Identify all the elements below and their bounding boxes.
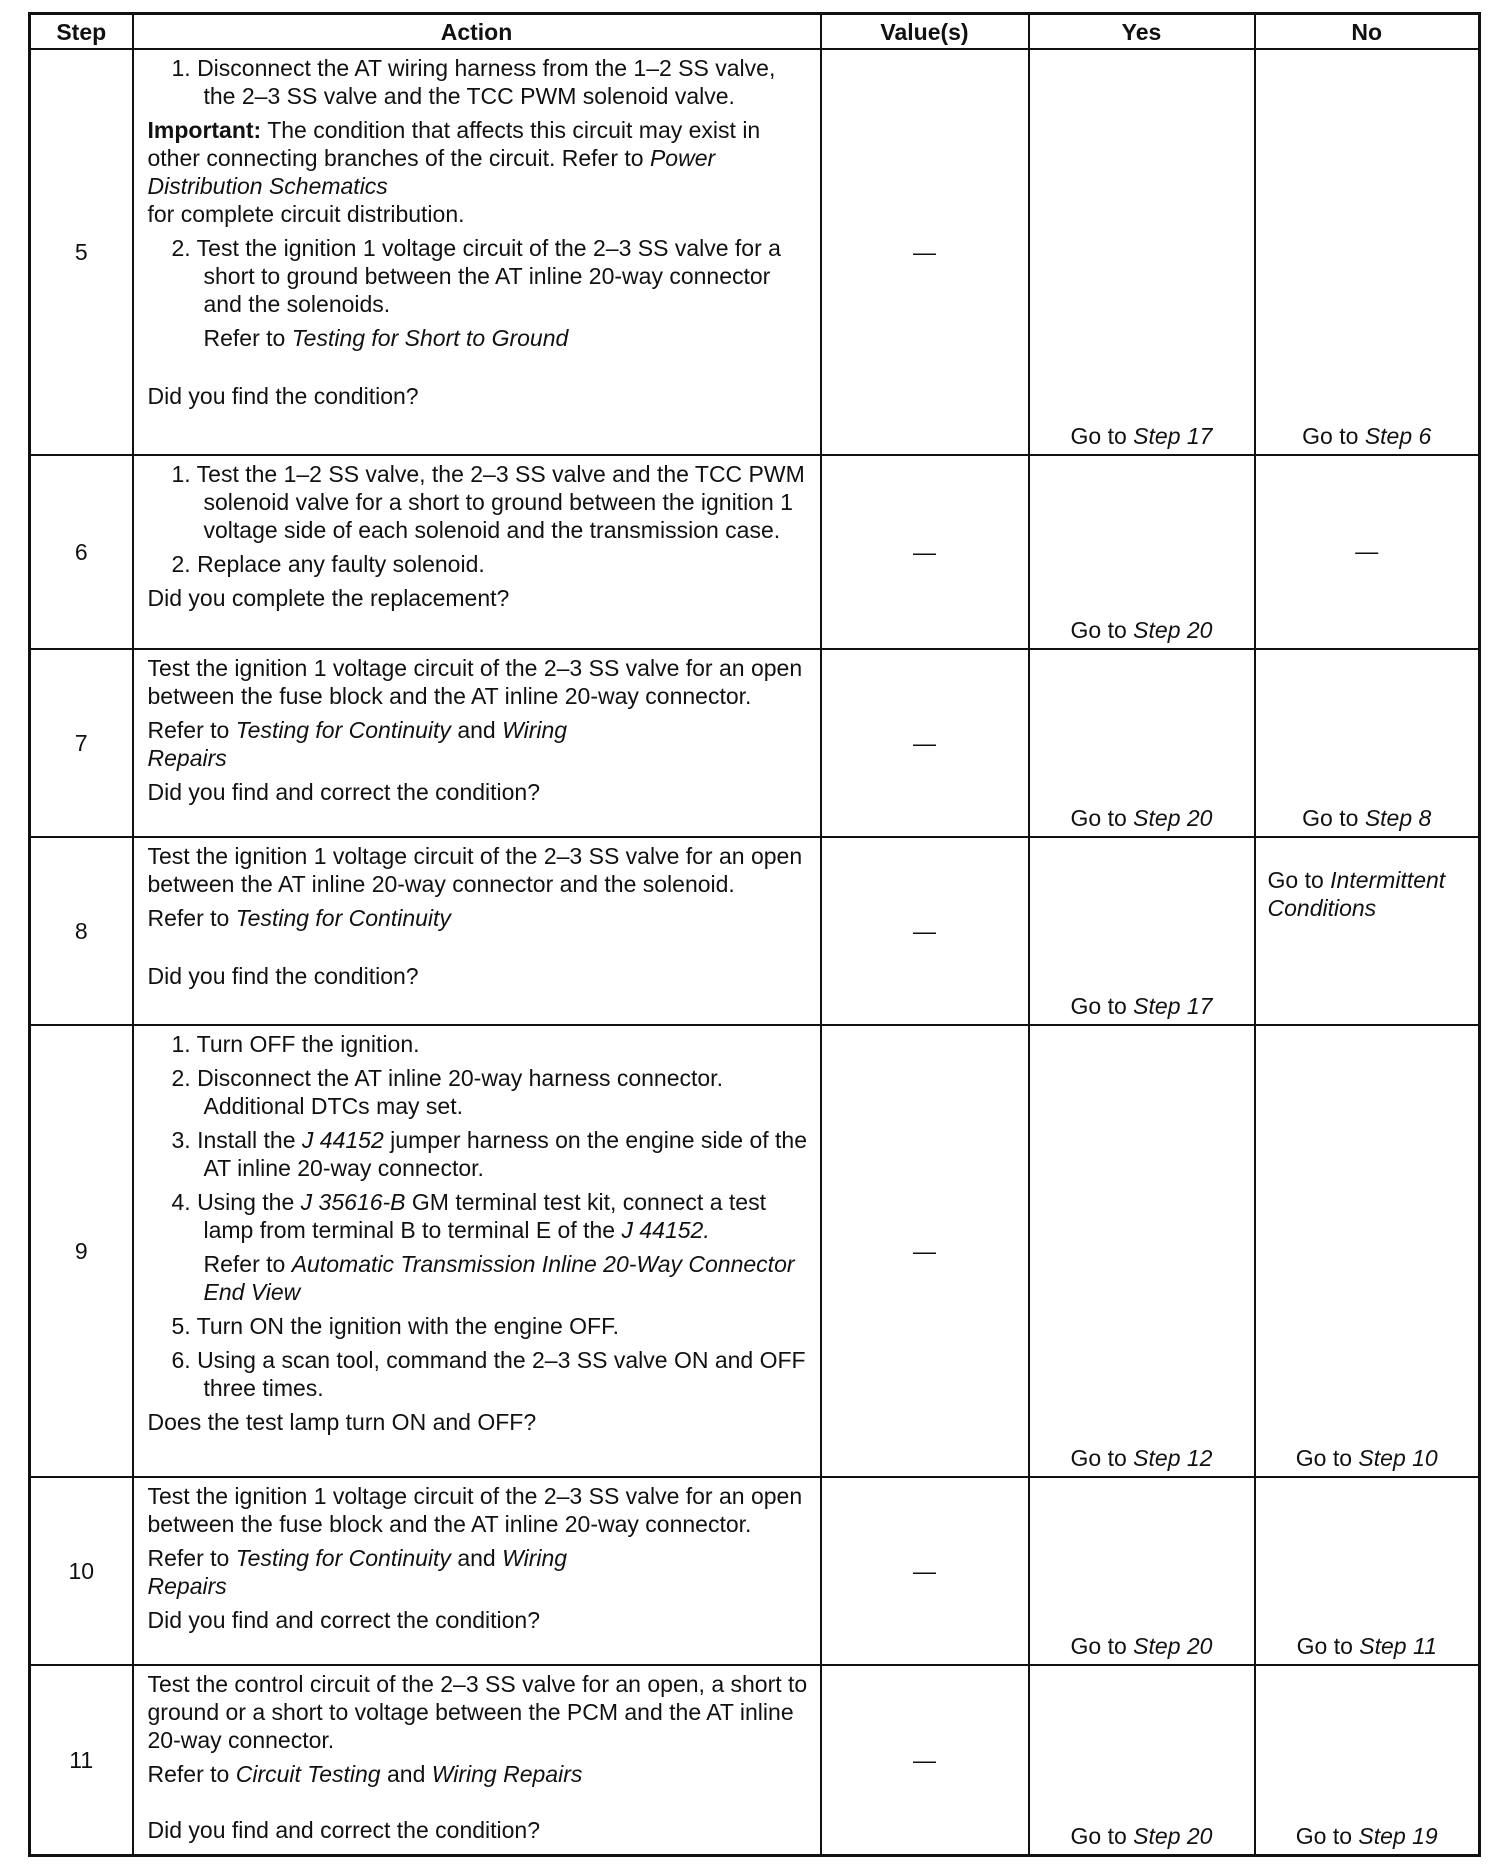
reference-link[interactable]: Circuit Testing	[235, 1761, 381, 1787]
no-cell: —	[1255, 455, 1480, 649]
no-cell: Go to Intermittent Conditions	[1255, 837, 1480, 1025]
table-row	[30, 1477, 1480, 1665]
step-number: 9	[30, 1025, 133, 1477]
yes-cell: Go to Step 20	[1029, 455, 1255, 649]
goto-link[interactable]: Step 8	[1364, 805, 1432, 831]
header-yes: Yes	[1029, 14, 1255, 50]
reference-link[interactable]: Automatic Transmission Inline 20-Way Connector End View	[203, 1251, 795, 1305]
action-item: 4. Using the J 35616-B GM terminal test kit, connect a test lamp from terminal B to terminal E of the J 44152.	[171, 1189, 766, 1243]
diagnostic-table	[28, 12, 1481, 1857]
table-row	[30, 1665, 1480, 1856]
goto-link[interactable]: Step 17	[1133, 423, 1213, 449]
goto-link[interactable]: Step 20	[1133, 805, 1213, 831]
action-item: 2. Disconnect the AT inline 20-way harness connector. Additional DTCs may set.	[171, 1065, 723, 1119]
goto-link[interactable]: Step 11	[1359, 1633, 1437, 1659]
header-no: No	[1255, 14, 1480, 50]
action-cell	[133, 1477, 821, 1665]
step-number: 5	[30, 49, 133, 455]
header-step: Step	[30, 14, 133, 50]
no-cell: Go to Step 11	[1255, 1477, 1480, 1665]
refer-line: Refer to Testing for Short to Ground	[203, 325, 569, 351]
tool-reference: J 44152	[301, 1127, 384, 1153]
reference-link[interactable]: Wiring Repairs	[147, 1545, 568, 1599]
action-cell	[133, 455, 821, 649]
action-item: 1. Test the 1–2 SS valve, the 2–3 SS valve and the TCC PWM solenoid valve for a short to ground between the ignition 1 voltage side of each solenoid and the transmission case.	[171, 461, 805, 543]
step-number: 11	[30, 1665, 133, 1856]
action-item: 5. Turn ON the ignition with the engine OFF.	[171, 1313, 619, 1339]
action-text: Test the ignition 1 voltage circuit of the 2–3 SS valve for an open between the AT inline 20-way connector and the solenoid.	[147, 843, 803, 897]
question: Did you find and correct the condition?	[147, 1817, 541, 1843]
step-number: 6	[30, 455, 133, 649]
question: Did you complete the replacement?	[147, 585, 510, 611]
value-cell: —	[821, 49, 1029, 455]
goto-link[interactable]: Step 20	[1133, 617, 1213, 643]
goto-link[interactable]: Step 20	[1133, 1633, 1213, 1659]
value-cell: —	[821, 1477, 1029, 1665]
action-item: 6. Using a scan tool, command the 2–3 SS valve ON and OFF three times.	[171, 1347, 806, 1401]
tool-reference: J 35616-B	[300, 1189, 406, 1215]
goto-link[interactable]: Step 17	[1133, 993, 1213, 1019]
step-number: 7	[30, 649, 133, 837]
action-cell	[133, 649, 821, 837]
action-cell	[133, 837, 821, 1025]
goto-link[interactable]: Intermittent Conditions	[1267, 867, 1446, 921]
goto-link[interactable]: Step 20	[1133, 1823, 1213, 1849]
yes-cell: Go to Step 17	[1029, 49, 1255, 455]
table-row	[30, 1025, 1480, 1477]
reference-link[interactable]: Testing for Short to Ground	[291, 325, 569, 351]
step-number: 10	[30, 1477, 133, 1665]
question: Did you find the condition?	[147, 383, 419, 409]
action-cell	[133, 1665, 821, 1856]
reference-link[interactable]: Testing for Continuity	[235, 905, 451, 931]
action-text: Test the ignition 1 voltage circuit of the 2–3 SS valve for an open between the fuse block and the AT inline 20-way connector.	[147, 1483, 803, 1537]
question: Did you find and correct the condition?	[147, 779, 541, 805]
value-cell: —	[821, 1665, 1029, 1856]
reference-link[interactable]: Power Distribution Schematics	[147, 145, 716, 199]
no-cell: Go to Step 8	[1255, 649, 1480, 837]
reference-link[interactable]: Testing for Continuity	[235, 1545, 451, 1571]
table-row	[30, 837, 1480, 1025]
action-item: 1. Turn OFF the ignition.	[171, 1031, 420, 1057]
action-item: 2. Replace any faulty solenoid.	[171, 551, 485, 577]
action-item: 3. Install the J 44152 jumper harness on the engine side of the AT inline 20-way connector.	[171, 1127, 808, 1181]
refer-line: Refer to Testing for Continuity and Wiring Repairs	[147, 717, 568, 771]
refer-line: Refer to Testing for Continuity	[147, 905, 451, 931]
no-cell: Go to Step 10	[1255, 1025, 1480, 1477]
goto-link[interactable]: Step 10	[1358, 1445, 1438, 1471]
reference-link[interactable]: Wiring Repairs	[431, 1761, 583, 1787]
action-text: Test the ignition 1 voltage circuit of the 2–3 SS valve for an open between the fuse block and the AT inline 20-way connector.	[147, 655, 803, 709]
action-text: Test the control circuit of the 2–3 SS valve for an open, a short to ground or a short to voltage between the PCM and the AT inline 20-way connector.	[147, 1671, 808, 1753]
action-item: 2. Test the ignition 1 voltage circuit of the 2–3 SS valve for a short to ground between the AT inline 20-way connector and the solenoids.	[171, 235, 781, 317]
value-cell: —	[821, 649, 1029, 837]
refer-line: Refer to Testing for Continuity and Wiring Repairs	[147, 1545, 568, 1599]
action-cell	[133, 49, 821, 455]
yes-cell: Go to Step 17	[1029, 837, 1255, 1025]
question: Does the test lamp turn ON and OFF?	[147, 1409, 537, 1435]
table-row	[30, 49, 1480, 455]
yes-cell: Go to Step 20	[1029, 1477, 1255, 1665]
important-label: Important:	[147, 117, 262, 143]
tool-reference: J 44152.	[621, 1217, 710, 1243]
header-row	[30, 14, 1480, 50]
header-action: Action	[133, 14, 821, 50]
goto-link[interactable]: Step 6	[1364, 423, 1432, 449]
yes-cell: Go to Step 12	[1029, 1025, 1255, 1477]
no-cell: Go to Step 6	[1255, 49, 1480, 455]
question: Did you find the condition?	[147, 963, 419, 989]
value-cell: —	[821, 837, 1029, 1025]
action-item: 1. Disconnect the AT wiring harness from the 1–2 SS valve, the 2–3 SS valve and the TCC PWM solenoid valve.	[171, 55, 776, 109]
action-cell	[133, 1025, 821, 1477]
question: Did you find and correct the condition?	[147, 1607, 541, 1633]
table-row	[30, 649, 1480, 837]
reference-link[interactable]: Wiring Repairs	[147, 717, 568, 771]
no-cell: Go to Step 19	[1255, 1665, 1480, 1856]
important-note: Important: The condition that affects this circuit may exist in other connecting branches of the circuit. Refer to Power Distribution Schematics for complete circuit distribution.	[147, 117, 761, 227]
yes-cell: Go to Step 20	[1029, 1665, 1255, 1856]
step-number: 8	[30, 837, 133, 1025]
reference-link[interactable]: Testing for Continuity	[235, 717, 451, 743]
refer-line: Refer to Automatic Transmission Inline 20-Way Connector End View	[203, 1251, 795, 1305]
goto-link[interactable]: Step 19	[1358, 1823, 1438, 1849]
table-row	[30, 455, 1480, 649]
value-cell: —	[821, 455, 1029, 649]
value-cell: —	[821, 1025, 1029, 1477]
yes-cell: Go to Step 20	[1029, 649, 1255, 837]
goto-link[interactable]: Step 12	[1133, 1445, 1213, 1471]
refer-line: Refer to Circuit Testing and Wiring Repairs	[147, 1761, 583, 1787]
header-values: Value(s)	[821, 14, 1029, 50]
